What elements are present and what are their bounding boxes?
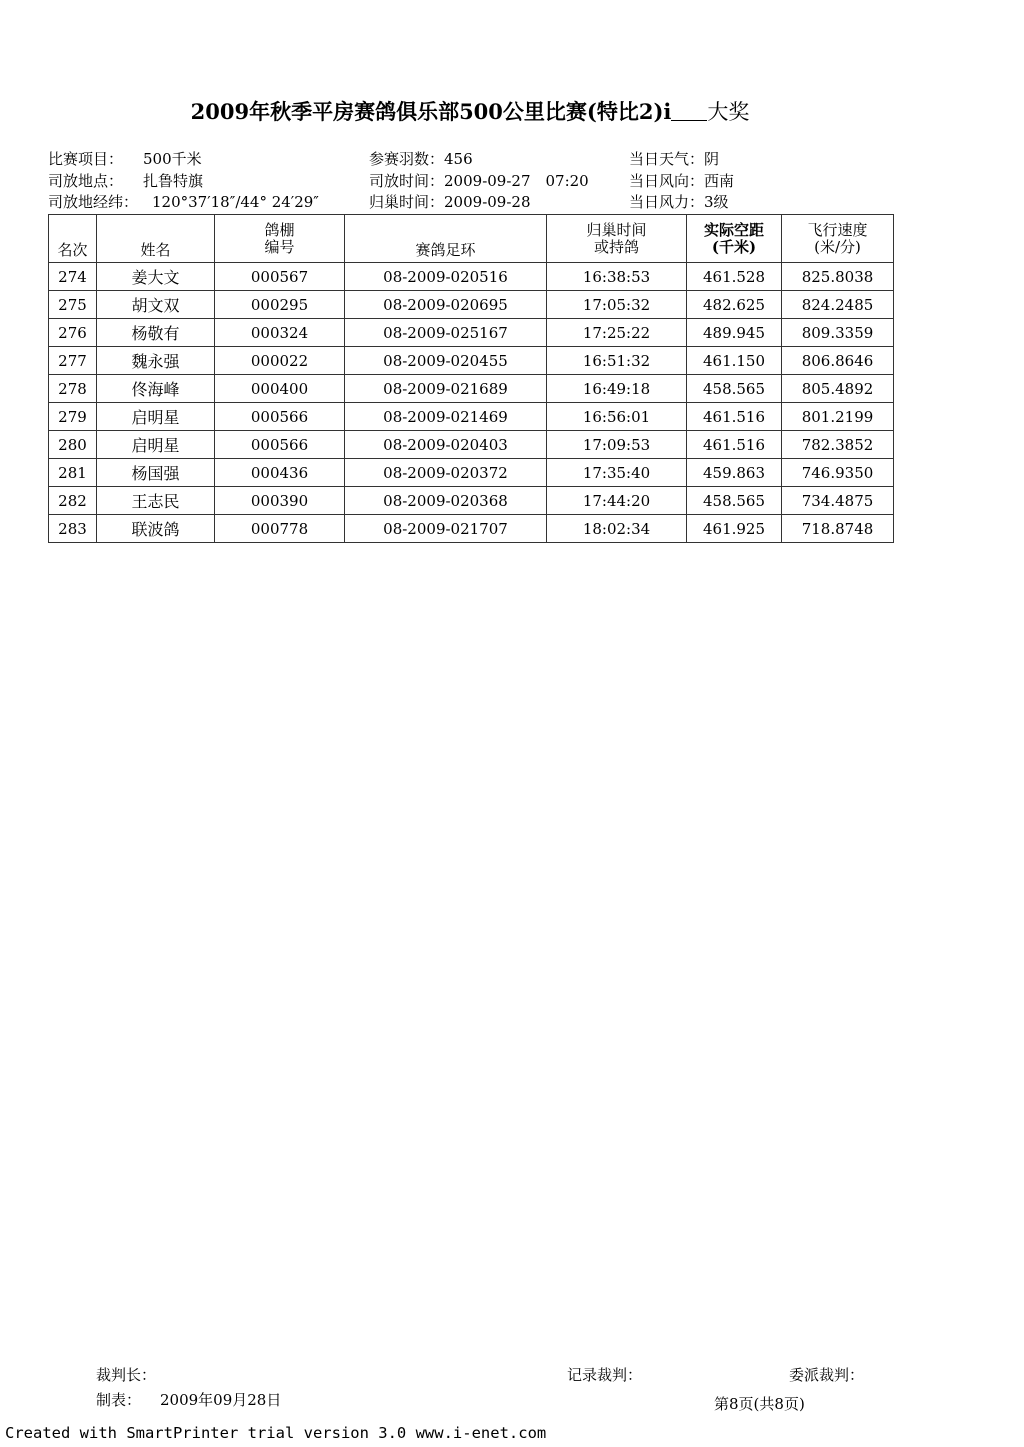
info-release-place-label: 司放地点： (48, 172, 124, 190)
header-rank: 名次 (49, 215, 97, 263)
page-title (0, 96, 940, 126)
cell-rank: 283 (49, 515, 97, 543)
cell-ring: 08-2009-025167 (345, 319, 547, 347)
cell-name: 杨敬有 (97, 319, 215, 347)
table-row (49, 403, 894, 431)
table-row (49, 263, 894, 291)
cell-loft-number: 000436 (215, 459, 345, 487)
cell-distance: 461.150 (687, 347, 782, 375)
info-release-place (48, 170, 203, 191)
title-mark: і (663, 99, 672, 124)
cell-name: 胡文双 (97, 291, 215, 319)
cell-distance: 482.625 (687, 291, 782, 319)
cell-speed: 805.4892 (782, 375, 894, 403)
table-row (49, 515, 894, 543)
cell-return-time: 17:35:40 (547, 459, 687, 487)
cell-speed: 718.8748 (782, 515, 894, 543)
cell-name: 姜大文 (97, 263, 215, 291)
header-name: 姓名 (97, 215, 215, 263)
cell-speed: 806.8646 (782, 347, 894, 375)
info-wind-direction-value: 西南 (704, 172, 735, 190)
cell-name: 启明星 (97, 403, 215, 431)
cell-return-time: 17:44:20 (547, 487, 687, 515)
info-item-label: 比赛项目： (48, 150, 124, 168)
cell-speed: 734.4875 (782, 487, 894, 515)
made-date: 2009年09月28日 (160, 1391, 282, 1409)
cell-distance: 461.528 (687, 263, 782, 291)
results-body (49, 263, 894, 543)
info-weather-value: 阴 (704, 150, 720, 168)
info-return-time-label: 归巢时间： (369, 193, 445, 211)
cell-rank: 280 (49, 431, 97, 459)
cell-return-time: 16:49:18 (547, 375, 687, 403)
cell-ring: 08-2009-020372 (345, 459, 547, 487)
chief-judge-label: 裁判长： (96, 1366, 157, 1384)
info-wind-direction-label: 当日风向： (629, 172, 705, 190)
cell-ring: 08-2009-021469 (345, 403, 547, 431)
cell-return-time: 16:51:32 (547, 347, 687, 375)
cell-ring: 08-2009-020455 (345, 347, 547, 375)
cell-return-time: 17:05:32 (547, 291, 687, 319)
info-weather-label: 当日天气： (629, 150, 705, 168)
table-row (49, 291, 894, 319)
title-blank-line (671, 102, 707, 121)
cell-distance: 461.516 (687, 403, 782, 431)
table-header-row (49, 215, 894, 263)
header-return-time: 归巢时间 或持鸽 (547, 215, 687, 263)
table-row (49, 375, 894, 403)
cell-return-time: 18:02:34 (547, 515, 687, 543)
cell-rank: 274 (49, 263, 97, 291)
cell-distance: 458.565 (687, 487, 782, 515)
cell-speed: 782.3852 (782, 431, 894, 459)
page-number: 第8页(共8页) (714, 1395, 805, 1413)
cell-ring: 08-2009-020516 (345, 263, 547, 291)
info-coordinates (48, 191, 319, 212)
cell-loft-number: 000567 (215, 263, 345, 291)
info-release-place-value: 扎鲁特旗 (143, 172, 204, 190)
info-release-time (369, 170, 589, 191)
cell-distance: 459.863 (687, 459, 782, 487)
cell-loft-number: 000324 (215, 319, 345, 347)
cell-distance: 461.925 (687, 515, 782, 543)
cell-distance: 489.945 (687, 319, 782, 347)
header-ring: 赛鸽足环 (345, 215, 547, 263)
record-judge-label: 记录裁判： (567, 1366, 643, 1384)
cell-return-time: 17:25:22 (547, 319, 687, 347)
cell-distance: 458.565 (687, 375, 782, 403)
cell-rank: 275 (49, 291, 97, 319)
cell-ring: 08-2009-021707 (345, 515, 547, 543)
info-release-time-value: 2009-09-27 07:20 (444, 172, 589, 190)
cell-name: 佟海峰 (97, 375, 215, 403)
info-item-value: 500千米 (143, 150, 202, 168)
cell-ring: 08-2009-021689 (345, 375, 547, 403)
cell-speed: 809.3359 (782, 319, 894, 347)
table-row (49, 459, 894, 487)
cell-return-time: 17:09:53 (547, 431, 687, 459)
info-item (48, 148, 202, 169)
header-speed: 飞行速度 (米/分) (782, 215, 894, 263)
info-entries-value: 456 (444, 150, 473, 168)
cell-distance: 461.516 (687, 431, 782, 459)
cell-loft-number: 000566 (215, 431, 345, 459)
info-return-time-value: 2009-09-28 (444, 193, 531, 211)
cell-speed: 825.8038 (782, 263, 894, 291)
cell-loft-number: 000778 (215, 515, 345, 543)
title-main: 2009年秋季平房赛鸽俱乐部500公里比赛(特比2) (190, 99, 664, 124)
cell-name: 王志民 (97, 487, 215, 515)
table-row (49, 319, 894, 347)
info-weather (629, 148, 719, 169)
header-loft-number: 鸽棚 编号 (215, 215, 345, 263)
cell-name: 魏永强 (97, 347, 215, 375)
cell-name: 启明星 (97, 431, 215, 459)
cell-rank: 277 (49, 347, 97, 375)
info-wind-force-label: 当日风力： (629, 193, 705, 211)
table-row (49, 431, 894, 459)
header-distance: 实际空距 (千米) (687, 215, 782, 263)
cell-loft-number: 000295 (215, 291, 345, 319)
results-table (48, 214, 894, 543)
info-wind-force-value: 3级 (704, 193, 729, 211)
info-entries (369, 148, 473, 169)
table-row (49, 487, 894, 515)
info-return-time (369, 191, 531, 212)
info-coordinates-label: 司放地经纬： (48, 193, 139, 211)
watermark-text: Created with SmartPrinter trial version 3.0 www.i-enet.com (5, 1424, 547, 1442)
cell-name: 杨国强 (97, 459, 215, 487)
cell-loft-number: 000400 (215, 375, 345, 403)
cell-speed: 824.2485 (782, 291, 894, 319)
cell-ring: 08-2009-020695 (345, 291, 547, 319)
cell-name: 联波鸽 (97, 515, 215, 543)
cell-rank: 282 (49, 487, 97, 515)
title-suffix: 大奖 (707, 100, 750, 124)
cell-return-time: 16:38:53 (547, 263, 687, 291)
cell-ring: 08-2009-020368 (345, 487, 547, 515)
info-wind-force (629, 191, 729, 212)
cell-rank: 281 (49, 459, 97, 487)
info-wind-direction (629, 170, 734, 191)
info-entries-label: 参赛羽数： (369, 150, 445, 168)
cell-rank: 279 (49, 403, 97, 431)
cell-loft-number: 000566 (215, 403, 345, 431)
cell-rank: 276 (49, 319, 97, 347)
cell-rank: 278 (49, 375, 97, 403)
info-release-time-label: 司放时间： (369, 172, 445, 190)
assigned-judge-label: 委派裁判： (789, 1366, 865, 1384)
cell-speed: 746.9350 (782, 459, 894, 487)
cell-ring: 08-2009-020403 (345, 431, 547, 459)
cell-loft-number: 000022 (215, 347, 345, 375)
table-row (49, 347, 894, 375)
cell-speed: 801.2199 (782, 403, 894, 431)
info-coordinates-value: 120°37′18″/44° 24′29″ (152, 193, 319, 211)
made-label: 制表： (96, 1391, 142, 1409)
cell-return-time: 16:56:01 (547, 403, 687, 431)
cell-loft-number: 000390 (215, 487, 345, 515)
